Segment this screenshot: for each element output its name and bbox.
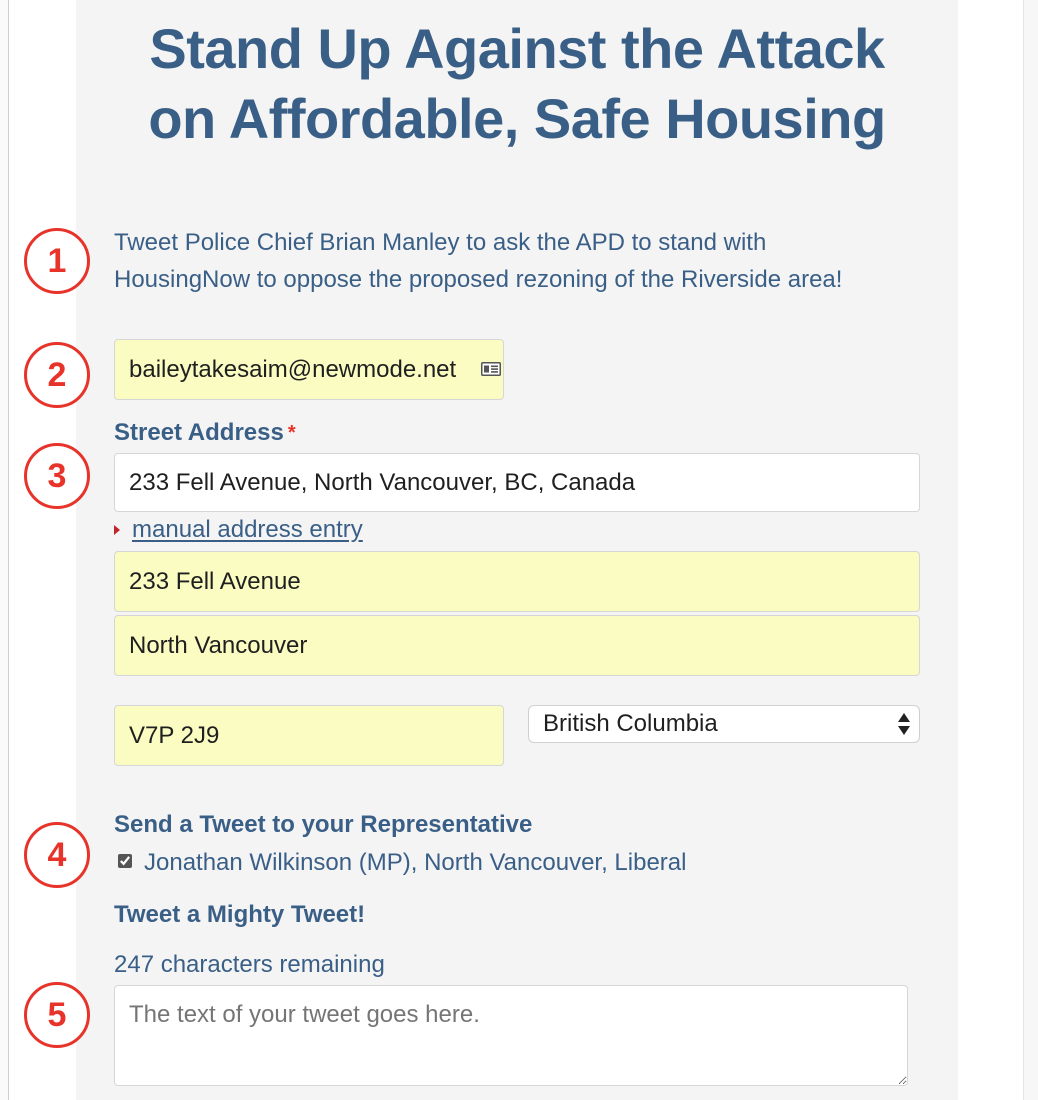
form-panel	[76, 0, 958, 1100]
title-line-1: Stand Up Against the Attack	[149, 17, 885, 80]
tweet-textarea[interactable]	[114, 985, 908, 1086]
postal-code-field[interactable]	[114, 705, 504, 766]
contact-card-icon[interactable]	[481, 362, 501, 376]
intro-line-1: Tweet Police Chief Brian Manley to ask the APD to stand with	[114, 229, 767, 256]
disclosure-triangle-icon	[114, 525, 120, 535]
step-badge-2: 2	[24, 342, 90, 408]
characters-remaining: 247 characters remaining	[114, 951, 385, 978]
representative-heading: Send a Tweet to your Representative	[114, 811, 533, 838]
tweet-heading: Tweet a Mighty Tweet!	[114, 901, 366, 928]
step-badge-5: 5	[24, 982, 90, 1048]
province-select[interactable]	[528, 705, 920, 743]
street-address-label-text: Street Address	[114, 419, 284, 446]
step-badge-3: 3	[24, 443, 90, 509]
right-scroll-track	[1023, 0, 1038, 1100]
manual-address-link[interactable]: manual address entry	[132, 516, 363, 543]
step-badge-1: 1	[24, 228, 90, 294]
manual-address-toggle[interactable]	[114, 515, 363, 545]
street-address-label	[114, 418, 296, 448]
step-badge-4: 4	[24, 822, 90, 888]
province-select-value: British Columbia	[543, 710, 718, 737]
address-lookup-input[interactable]	[114, 453, 920, 512]
representative-name: Jonathan Wilkinson (MP), North Vancouver, Liberal	[144, 849, 687, 876]
page-title	[76, 14, 958, 154]
required-asterisk: *	[287, 422, 296, 444]
email-field[interactable]	[114, 339, 504, 400]
intro-line-2: HousingNow to oppose the proposed rezoning of the Riverside area!	[114, 266, 843, 293]
intro-text	[114, 224, 934, 298]
representative-option[interactable]	[118, 847, 686, 879]
representative-checkbox[interactable]	[118, 854, 132, 868]
title-line-2: on Affordable, Safe Housing	[148, 87, 886, 150]
street-field[interactable]	[114, 551, 920, 612]
select-arrows-icon	[897, 711, 911, 737]
left-page-border	[0, 0, 9, 1100]
city-field[interactable]	[114, 615, 920, 676]
